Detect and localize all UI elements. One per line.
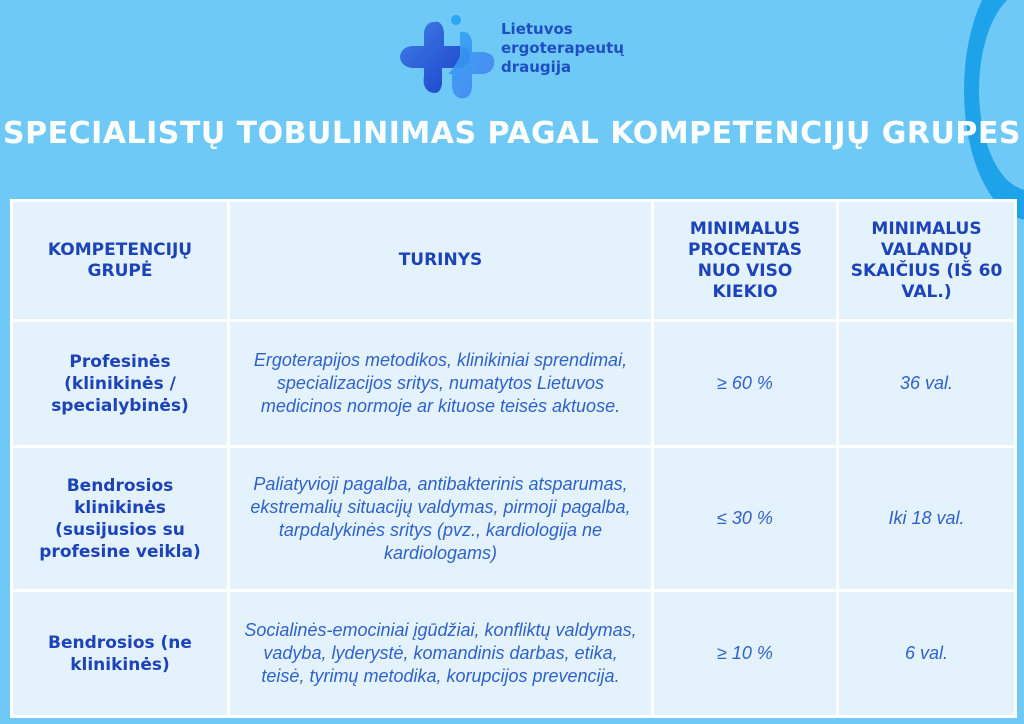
row-percent: ≤ 30 % [653,447,838,591]
logo-cross-icon [398,12,498,102]
row-hours: Iki 18 val. [838,447,1016,591]
header-content: TURINYS [229,201,653,321]
logo-line-2: ergoterapeutų [501,39,624,57]
table-row [12,591,1016,717]
row-percent: ≥ 60 % [653,321,838,447]
row-content: Paliatyvioji pagalba, antibakterinis atsparumas, ekstremalių situacijų valdymas, pirmoji pagalba, tarpdalykinės sritys (pvz., kardiologija ne kardiologams) [229,447,653,591]
row-hours: 6 val. [838,591,1016,717]
row-group: Profesinės (klinikinės / specialybinės) [12,321,229,447]
logo-line-3: draugija [501,58,572,76]
logo [398,12,638,102]
row-hours: 36 val. [838,321,1016,447]
row-percent: ≥ 10 % [653,591,838,717]
logo-line-1: Lietuvos [501,20,573,38]
logo-text [501,20,624,77]
table-row [12,447,1016,591]
row-group: Bendrosios klinikinės (susijusios su profesine veikla) [12,447,229,591]
header-hours: MINIMALUS VALANDŲ SKAIČIUS (IŠ 60 VAL.) [838,201,1016,321]
row-content: Socialinės-emociniai įgūdžiai, konfliktų valdymas, vadyba, lyderystė, komandinis darbas, etika, teisė, tyrimų metodika, korupcijos prevencija. [229,591,653,717]
table-header-row [12,201,1016,321]
competency-table [10,199,1017,718]
row-group: Bendrosios (ne klinikinės) [12,591,229,717]
page-title: SPECIALISTŲ TOBULINIMAS PAGAL KOMPETENCIJŲ GRUPES [3,116,1021,151]
header-percent: MINIMALUS PROCENTAS NUO VISO KIEKIO [653,201,838,321]
row-content: Ergoterapijos metodikos, klinikiniai sprendimai, specializacijos sritys, numatytos Lietuvos medicinos normoje ar kituose teisės aktuose. [229,321,653,447]
header-group: KOMPETENCIJŲ GRUPĖ [12,201,229,321]
table-row [12,321,1016,447]
